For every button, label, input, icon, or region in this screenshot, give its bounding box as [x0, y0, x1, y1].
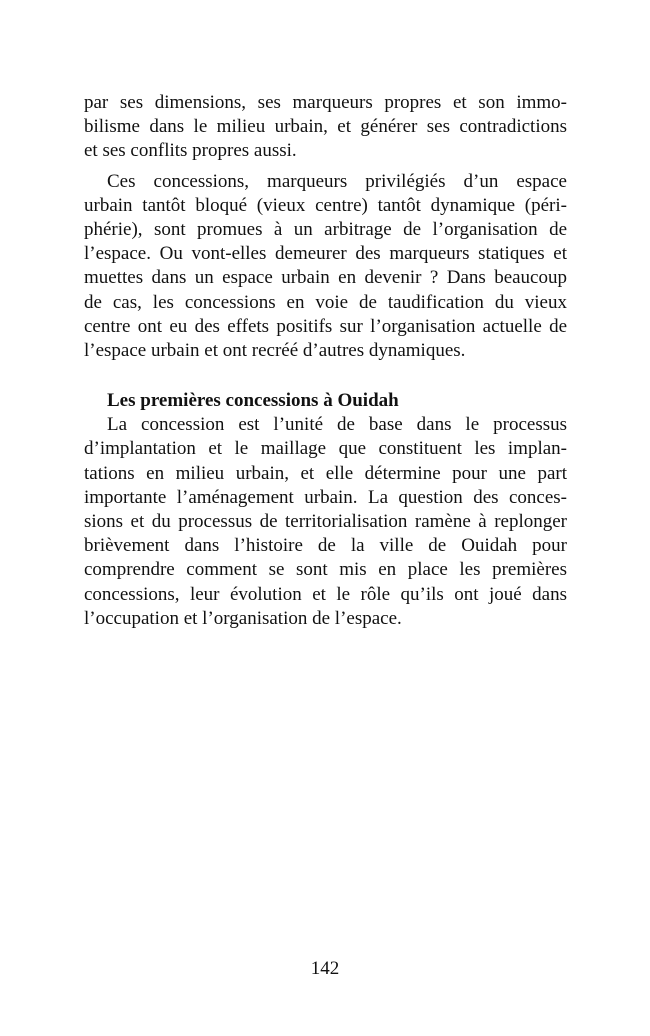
text-line: d’implantation et le maillage que constituent les implan- [84, 438, 567, 460]
paragraph-first-concessions [84, 413, 567, 631]
text-line: par ses dimensions, ses marqueurs propres et son immo- [84, 92, 567, 113]
text-line: importante l’aménagement urbain. La question des conces- [84, 486, 567, 508]
section-spacer [84, 363, 567, 389]
text-line: tations en milieu urbain, et elle détermine pour une part [84, 462, 567, 484]
text-line: muettes dans un espace urbain en devenir ? Dans beaucoup [84, 267, 567, 289]
text-line: l’occupation et l’organisation de l’espace. [84, 607, 402, 629]
text-line: de cas, les concessions en voie de taudification du vieux [84, 291, 567, 313]
text-line: Ces concessions, marqueurs privilégiés d’un espace [107, 170, 567, 192]
text-line: sions et du processus de territorialisation ramène à replonger [84, 511, 567, 532]
text-line: phérie), sont promues à un arbitrage de l’organisation de [84, 218, 567, 240]
paragraph-continued [84, 91, 567, 164]
section-heading: Les premières concessions à Ouidah [107, 390, 399, 412]
text-line: centre ont eu des effets positifs sur l’organisation actuelle de [84, 315, 567, 337]
text-line: brièvement dans l’histoire de la ville de Ouidah pour [84, 535, 567, 557]
text-line: concessions, leur évolution et le rôle qu’ils ont joué dans [84, 583, 567, 605]
text-line: l’espace urbain et ont recréé d’autres dynamiques. [84, 339, 466, 361]
text-line: urbain tantôt bloqué (vieux centre) tantôt dynamique (péri- [84, 194, 567, 216]
text-line: l’espace. Ou vont-elles demeurer des marqueurs statiques et [84, 243, 567, 265]
paragraph-concessions-markers [84, 170, 567, 364]
text-line: bilisme dans le milieu urbain, et générer ses contradictions [84, 116, 567, 138]
text-line: comprendre comment se sont mis en place les premières [84, 559, 567, 581]
text-line: et ses conflits propres aussi. [84, 140, 297, 162]
text-line: La concession est l’unité de base dans le processus [107, 414, 567, 436]
page-number: 142 [310, 958, 340, 979]
page-body [84, 91, 567, 631]
